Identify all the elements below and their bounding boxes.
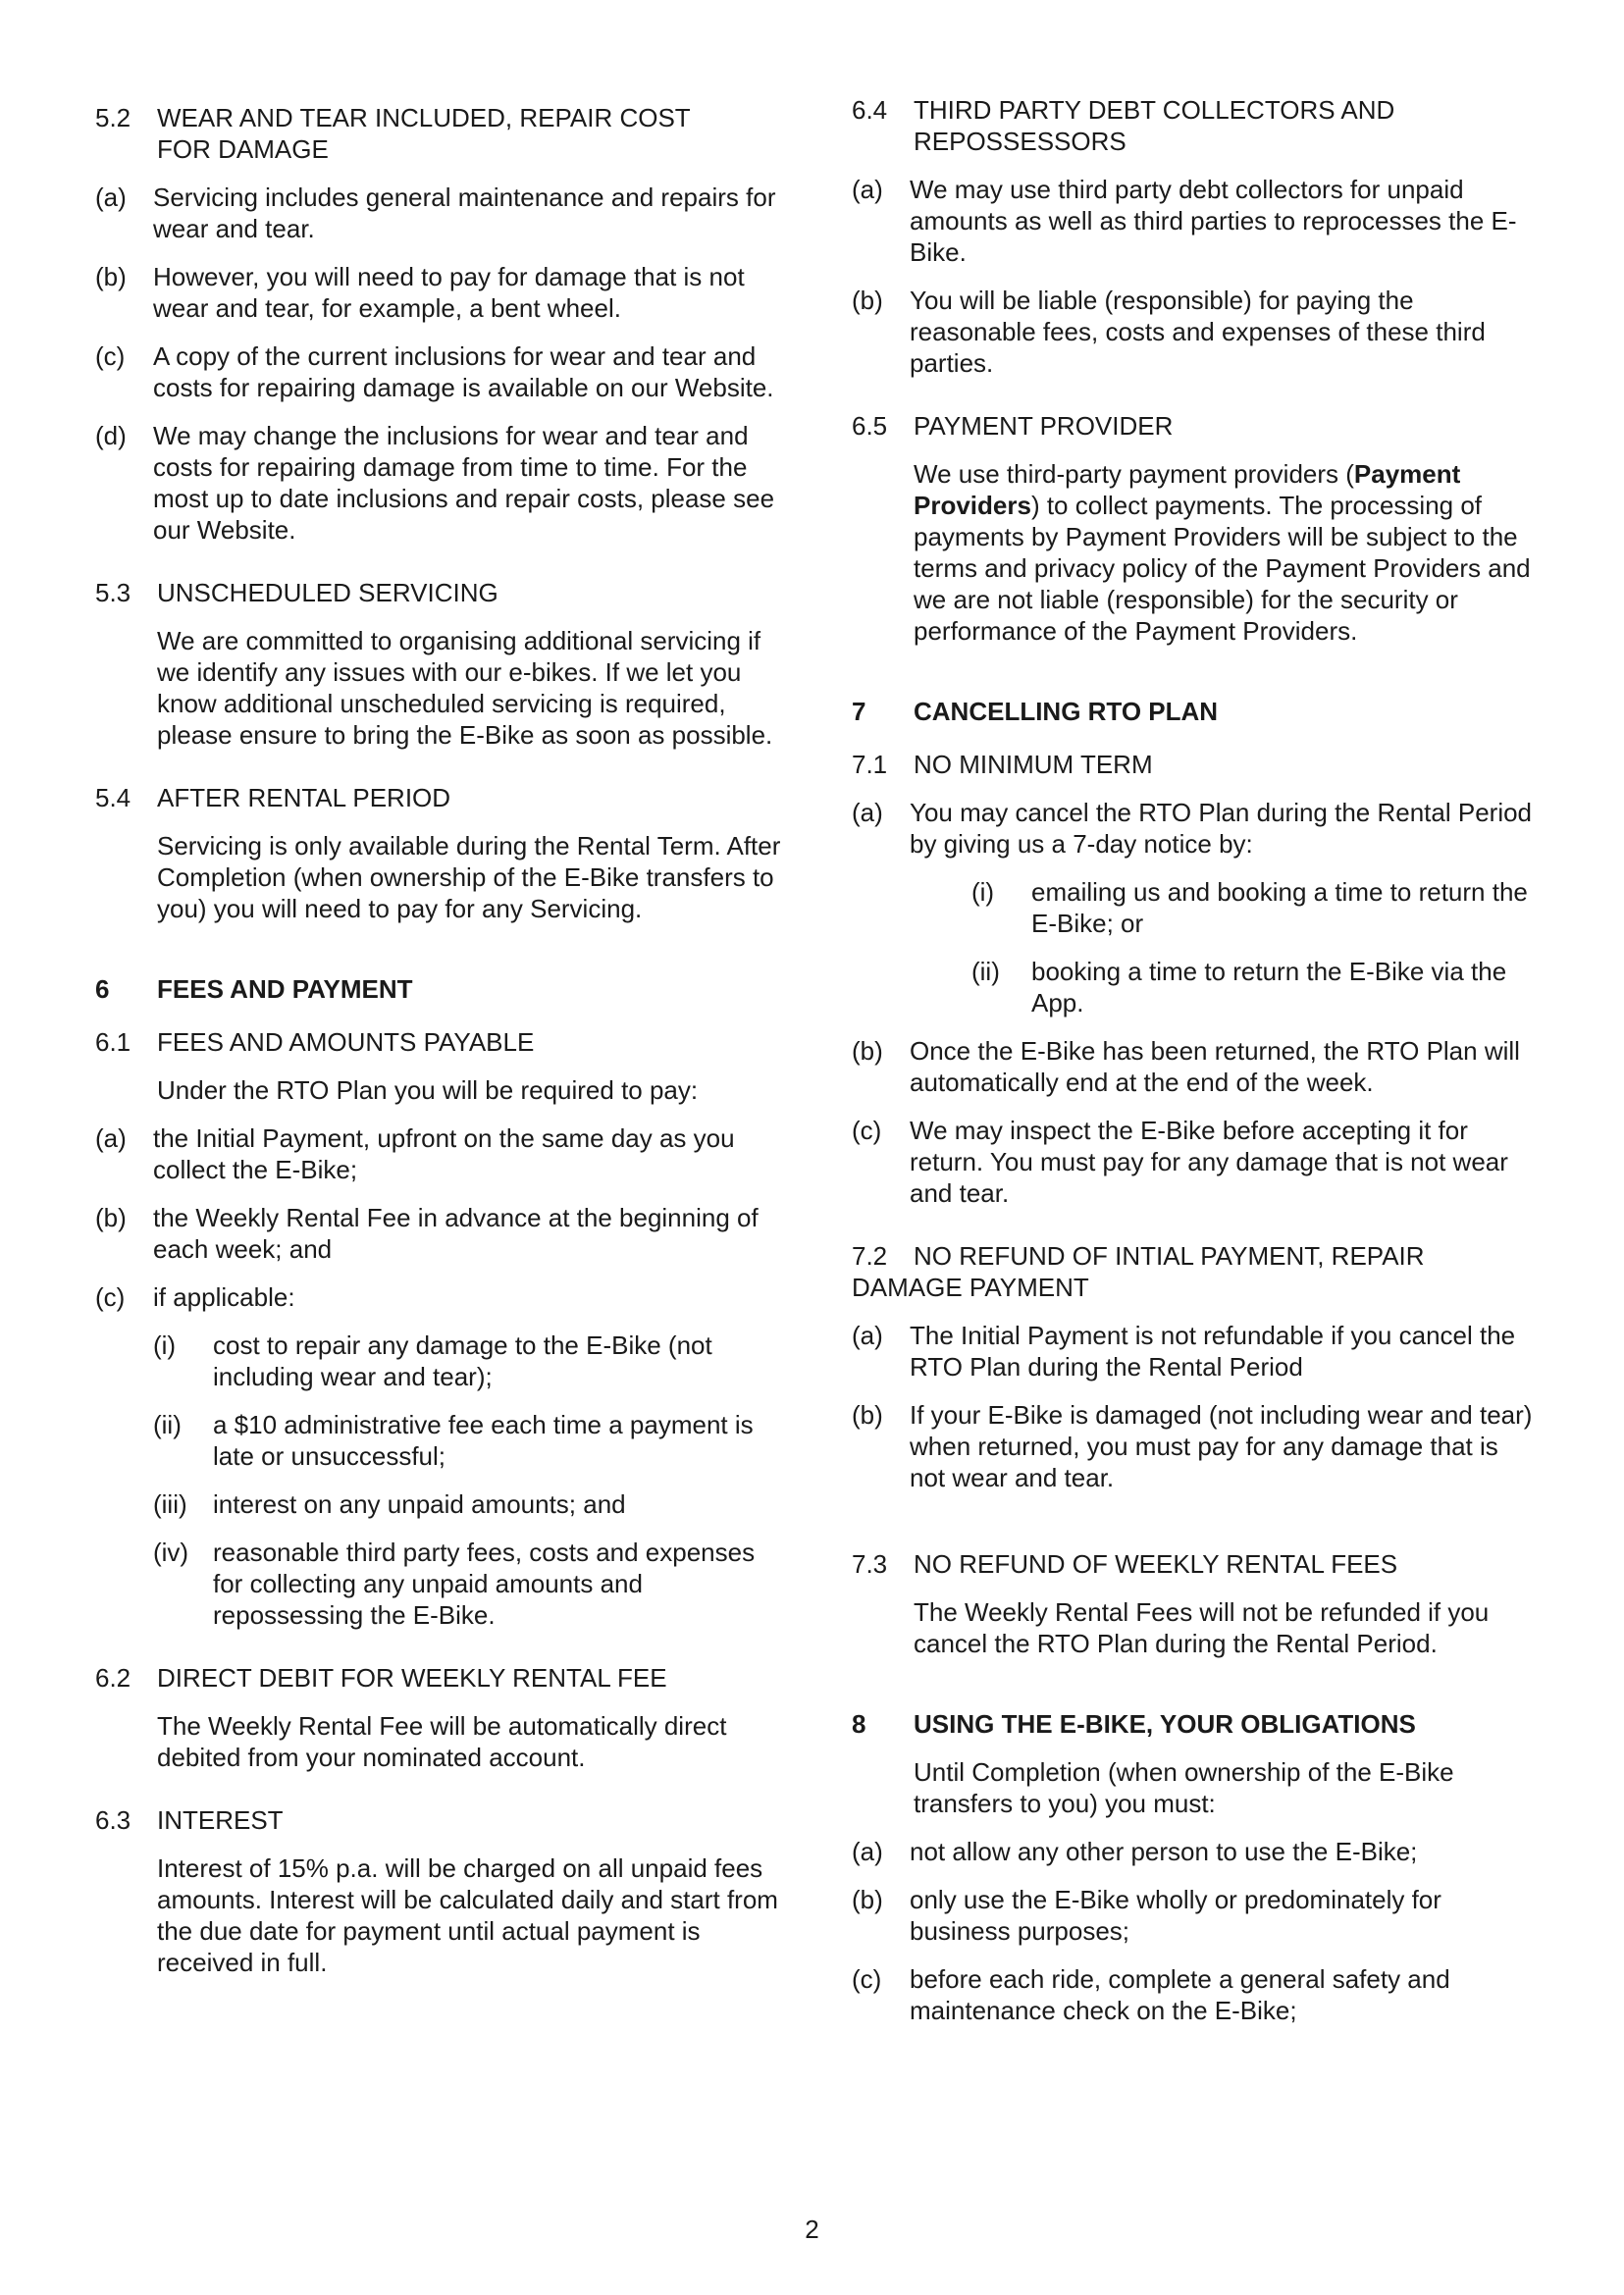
list-item (33, 340, 782, 403)
section-number: 6.1 (95, 1027, 131, 1057)
section-6-5 (852, 410, 1539, 647)
section-number: 6.4 (852, 95, 888, 125)
section-heading (95, 102, 782, 165)
list-item (790, 1836, 1539, 1867)
section-heading (95, 1026, 782, 1058)
section-number: 5.2 (95, 103, 131, 132)
list-item-text: Servicing includes general maintenance and repairs for wear and tear. (153, 183, 776, 243)
section-7-3 (852, 1548, 1539, 1659)
list-item-label: (b) (852, 1036, 883, 1066)
sub-list-item-label: (iii) (153, 1489, 187, 1519)
left-column (95, 102, 782, 2009)
list-item-text: We may change the inclusions for wear and tear and costs for repairing damage from time to time. For the most up to date inclusions and repair costs, please see our Website. (153, 421, 775, 545)
list-item-label: (b) (852, 1885, 883, 1914)
list-item-label: (b) (852, 286, 883, 315)
body-text: We use third-party payment providers ( (914, 459, 1354, 489)
section-intro: Under the RTO Plan you will be required to pay: (157, 1075, 699, 1105)
sub-list-item-text: emailing us and booking a time to return the E-Bike; or (1031, 877, 1528, 938)
sub-list-item (33, 1537, 782, 1631)
sub-list-item-text: a $10 administrative fee each time a payment is late or unsuccessful; (213, 1410, 754, 1471)
major-heading-8 (852, 1708, 1539, 1740)
list-item-label: (b) (852, 1400, 883, 1430)
sub-list-item (852, 876, 1539, 939)
section-5-4 (95, 782, 782, 924)
section-6-1 (95, 1026, 782, 1631)
list-item-text: not allow any other person to use the E-Bike; (910, 1837, 1418, 1866)
sub-list-item (33, 1409, 782, 1472)
list-item (790, 174, 1539, 268)
list-item-label: (a) (852, 798, 883, 827)
section-6-4 (852, 94, 1539, 379)
list-item (33, 1202, 782, 1265)
sub-list-item-text: cost to repair any damage to the E-Bike (not including wear and tear); (213, 1330, 712, 1391)
section-number: 7.3 (852, 1549, 888, 1579)
sub-list-item-text: booking a time to return the E-Bike via the App. (1031, 957, 1507, 1017)
list-item-label: (a) (852, 1321, 883, 1350)
section-body: We are committed to organising additional servicing if we identify any issues with our e-bikes. If we let you know additional unscheduled servicing is required, please ensure to bring the E-Bike as soon as possible. (157, 626, 773, 750)
section-title: DIRECT DEBIT FOR WEEKLY RENTAL FEE (157, 1663, 667, 1693)
section-number: 7.1 (852, 750, 888, 779)
list-item-label: (a) (95, 183, 127, 212)
defined-term: Payment Providers (914, 459, 1461, 520)
major-heading-7 (852, 696, 1539, 727)
section-title: FEES AND AMOUNTS PAYABLE (157, 1027, 535, 1057)
major-heading-title: CANCELLING RTO PLAN (914, 697, 1219, 726)
section-heading (95, 577, 782, 608)
section-title: INTEREST (157, 1805, 284, 1835)
list-item-label: (b) (95, 1203, 127, 1232)
section-title: NO MINIMUM TERM (914, 750, 1153, 779)
list-item-text: If your E-Bike is damaged (not including wear and tear) when returned, you must pay for any damage that is not wear and tear. (910, 1400, 1533, 1492)
section-7-1 (852, 749, 1539, 1209)
list-item-text: the Weekly Rental Fee in advance at the beginning of each week; and (153, 1203, 759, 1264)
page-number: 2 (805, 2215, 819, 2244)
sub-list-item-label: (iv) (153, 1538, 189, 1567)
list-item (33, 261, 782, 324)
section-heading (852, 749, 1539, 780)
list-item-text: only use the E-Bike wholly or predominately for business purposes; (910, 1885, 1441, 1946)
list-item-text: before each ride, complete a general safety and maintenance check on the E-Bike; (910, 1964, 1450, 2025)
sub-list-item-text: reasonable third party fees, costs and expenses for collecting any unpaid amounts and repossessing the E-Bike. (213, 1538, 756, 1630)
section-title: UNSCHEDULED SERVICING (157, 578, 498, 607)
section-title: AFTER RENTAL PERIOD (157, 783, 451, 812)
list-item (790, 1115, 1539, 1209)
list-item-text: We may inspect the E-Bike before accepting it for return. You must pay for any damage that is not wear and tear. (910, 1116, 1508, 1208)
list-item-label: (d) (95, 421, 127, 450)
list-item (33, 420, 782, 546)
list-item-text: We may use third party debt collectors for unpaid amounts as well as third parties to reprocesses the E-Bike. (910, 175, 1517, 267)
section-title-line: FOR DAMAGE (157, 134, 329, 164)
section-number: 5.3 (95, 578, 131, 607)
section-heading (852, 1548, 1539, 1580)
section-number: 6.3 (95, 1805, 131, 1835)
list-item (790, 1035, 1539, 1098)
list-item (33, 1122, 782, 1185)
list-item-label: (c) (95, 1282, 126, 1312)
section-number: 6.5 (852, 411, 888, 441)
list-item-label: (b) (95, 262, 127, 291)
list-item-text: The Initial Payment is not refundable if you cancel the RTO Plan during the Rental Period (910, 1321, 1516, 1382)
list-item (790, 1884, 1539, 1947)
list-item (790, 797, 1539, 860)
list-item-label: (a) (852, 175, 883, 204)
section-body (852, 458, 1539, 647)
section-number: 6.2 (95, 1663, 131, 1693)
section-heading (852, 94, 1539, 157)
sub-list-item-label: (ii) (971, 957, 1000, 986)
list-item-label: (c) (95, 341, 126, 371)
section-title-line: REPOSSESSORS (914, 127, 1126, 156)
sub-list-item-label: (i) (153, 1330, 177, 1360)
section-body: The Weekly Rental Fees will not be refunded if you cancel the RTO Plan during the Rental Period. (914, 1597, 1490, 1658)
body-text: ) to collect payments. The processing of payments by Payment Providers will be subject to the terms and privacy policy of the Payment Providers and we are not liable (responsible) for the security or performance of the Payment Providers. (914, 491, 1531, 646)
section-title-line (852, 1240, 1539, 1272)
list-item (790, 1963, 1539, 2026)
list-item-text: You may cancel the RTO Plan during the Rental Period by giving us a 7-day notice by: (910, 798, 1533, 859)
list-item (790, 285, 1539, 379)
list-item-text: the Initial Payment, upfront on the same day as you collect the E-Bike; (153, 1123, 735, 1184)
major-heading-number: 6 (95, 974, 110, 1004)
section-heading (852, 1240, 1539, 1303)
sub-list-item-label: (ii) (153, 1410, 182, 1439)
section-title-line: DAMAGE PAYMENT (852, 1273, 1089, 1302)
list-item-text: Once the E-Bike has been returned, the RTO Plan will automatically end at the end of the week. (910, 1036, 1520, 1097)
list-item-text: A copy of the current inclusions for wear and tear and costs for repairing damage is available on our Website. (153, 341, 774, 402)
section-heading (95, 1662, 782, 1694)
list-item-text: You will be liable (responsible) for paying the reasonable fees, costs and expenses of these third parties. (910, 286, 1486, 378)
section-body: Servicing is only available during the Rental Term. After Completion (when ownership of the E-Bike transfers to you) you will need to pay for any Servicing. (157, 831, 781, 923)
sub-list-item (33, 1330, 782, 1392)
section-intro: Until Completion (when ownership of the E-Bike transfers to you) you must: (914, 1757, 1454, 1818)
section-7-2 (852, 1240, 1539, 1493)
section-6-2 (95, 1662, 782, 1773)
list-item-label: (c) (852, 1116, 882, 1145)
section-heading (95, 1804, 782, 1836)
sub-list-item (852, 956, 1539, 1018)
major-heading-number: 8 (852, 1709, 866, 1739)
section-title-line: WEAR AND TEAR INCLUDED, REPAIR COST (157, 103, 691, 132)
section-heading (95, 782, 782, 813)
section-number: 5.4 (95, 783, 131, 812)
list-item (33, 1281, 782, 1313)
list-item-label: (a) (95, 1123, 127, 1153)
section-body: Interest of 15% p.a. will be charged on all unpaid fees amounts. Interest will be calculated daily and start from the due date for payment until actual payment is received in full. (157, 1853, 778, 1977)
section-5-2 (95, 102, 782, 546)
sub-list-item-text: interest on any unpaid amounts; and (213, 1489, 626, 1519)
section-body: The Weekly Rental Fee will be automatically direct debited from your nominated account. (157, 1711, 727, 1772)
list-item-text: However, you will need to pay for damage that is not wear and tear, for example, a bent wheel. (153, 262, 745, 323)
major-heading-title: FEES AND PAYMENT (157, 974, 413, 1004)
list-item-text: if applicable: (153, 1282, 295, 1312)
section-6-3 (95, 1804, 782, 1978)
section-title-text: NO REFUND OF INTIAL PAYMENT, REPAIR (914, 1241, 1425, 1271)
list-item-label: (a) (852, 1837, 883, 1866)
list-item-label: (c) (852, 1964, 882, 1994)
list-item (790, 1399, 1539, 1493)
section-heading (852, 410, 1539, 442)
section-8 (852, 1756, 1539, 2026)
list-item (790, 1320, 1539, 1382)
major-heading-6 (95, 973, 782, 1005)
sub-list-item-label: (i) (971, 877, 995, 907)
major-heading-number: 7 (852, 697, 866, 726)
sub-list-item (33, 1488, 782, 1520)
section-5-3 (95, 577, 782, 751)
section-number: 7.2 (852, 1241, 888, 1271)
section-title-line: THIRD PARTY DEBT COLLECTORS AND (914, 95, 1395, 125)
right-column (852, 94, 1539, 2058)
major-heading-title: USING THE E-BIKE, YOUR OBLIGATIONS (914, 1709, 1416, 1739)
list-item (33, 182, 782, 244)
section-title: PAYMENT PROVIDER (914, 411, 1174, 441)
section-title: NO REFUND OF WEEKLY RENTAL FEES (914, 1549, 1398, 1579)
